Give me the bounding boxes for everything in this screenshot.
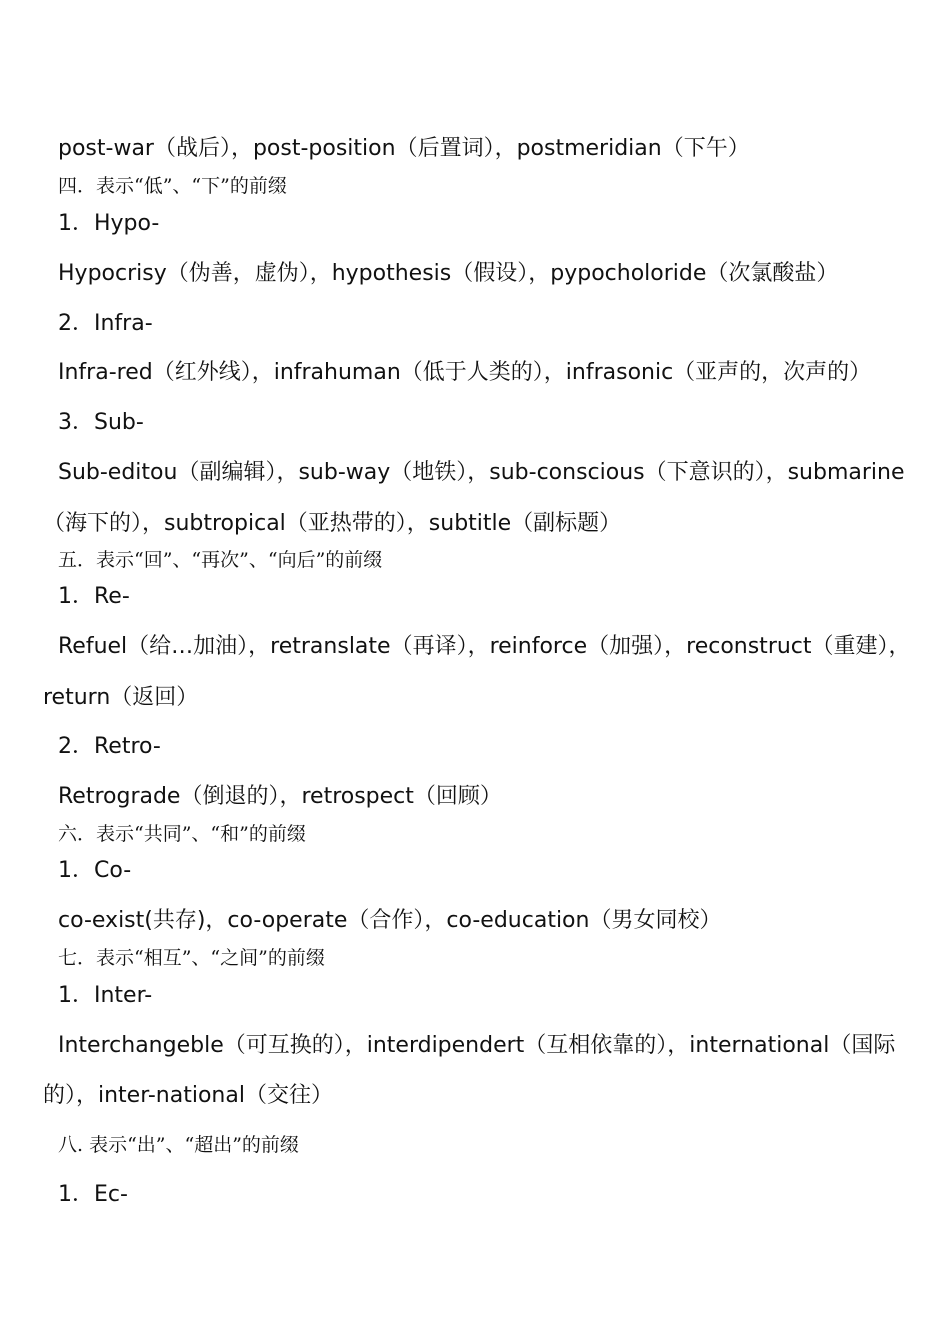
section-heading: 五．表示“回”、“再次”、“向后”的前缀 — [58, 549, 383, 571]
prefix-heading: 1．Hypo- — [58, 211, 160, 236]
section-heading: 六．表示“共同”、“和”的前缀 — [58, 823, 306, 845]
prefix-heading: 1．Co- — [58, 858, 132, 883]
text-line: post-war（战后），post-position（后置词），postmeridian（下午） — [58, 136, 750, 161]
text-line: （海下的），subtropical（亚热带的），subtitle（副标题） — [43, 511, 622, 536]
prefix-heading: 2．Infra- — [58, 311, 153, 336]
prefix-heading: 2．Retro- — [58, 734, 161, 759]
section-heading: 八. 表示“出”、“超出”的前缀 — [58, 1134, 299, 1156]
text-line: Sub-editou（副编辑），sub-way（地铁），sub-conscious（下意识的），submarine — [58, 460, 905, 485]
text-line: 的），inter-national（交往） — [43, 1083, 333, 1108]
text-line: co-exist(共存)，co-operate（合作），co-education（男女同校） — [58, 908, 722, 933]
text-line: return（返回） — [43, 685, 199, 710]
prefix-heading: 3．Sub- — [58, 410, 144, 435]
section-heading: 七．表示“相互”、“之间”的前缀 — [58, 947, 325, 969]
text-line: Refuel（给…加油），retranslate（再译），reinforce（加强），reconstruct（重建）， — [58, 634, 911, 659]
prefix-heading: 1．Ec- — [58, 1182, 128, 1207]
text-line: Hypocrisy（伪善，虚伪），hypothesis（假设），pypocholoride（次氯酸盐） — [58, 261, 839, 286]
text-line: Interchangeble（可互换的），interdipendert（互相依靠的），international（国际 — [58, 1033, 896, 1058]
prefix-heading: 1．Re- — [58, 584, 130, 609]
text-line: Retrograde（倒退的），retrospect（回顾） — [58, 784, 502, 809]
text-line: Infra-red（红外线），infrahuman（低于人类的），infrasonic（亚声的，次声的） — [58, 360, 872, 385]
prefix-heading: 1．Inter- — [58, 983, 153, 1008]
section-heading: 四．表示“低”、“下”的前缀 — [58, 175, 287, 197]
